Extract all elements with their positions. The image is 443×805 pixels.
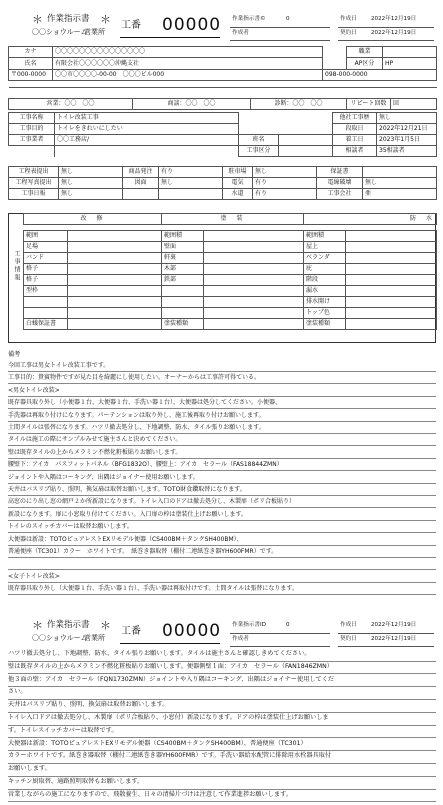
job-label: 職業 <box>347 47 383 58</box>
office-name: 〇〇ショウルーム <box>32 28 88 36</box>
memo-line: <男女トイレ改装> <box>8 385 436 397</box>
header-rule <box>230 39 330 41</box>
staff-table <box>8 98 437 110</box>
contract-label: 契約日 <box>340 30 357 36</box>
memo-line: ジョイントや入隅はコーキング、出隅はジョイナー使用お願いします。 <box>8 472 436 484</box>
koban-number: 00000 <box>162 621 222 641</box>
name-label: 氏名 <box>9 58 53 70</box>
customer-table <box>8 46 437 88</box>
ap-value: HP <box>383 58 437 70</box>
kaishu-item: 白蟻保証書 <box>24 319 68 330</box>
bousui-item: 塗装種類 <box>304 319 346 330</box>
header-rule <box>338 632 434 634</box>
memo-line: 今回工事は男女トイレ改装工事です。 <box>8 360 436 372</box>
memo-line: 腰壁下：アイカ パスフィットパネル（BFG1832O）、腰壁上：アイカ セラール（FAS18844ZMN） <box>8 459 436 471</box>
memo-line: 天井はバスリブ貼り、照明、換気扇は取替お願いします。TOTO財食鑽取替になります。 <box>8 484 436 496</box>
cond-value: 無し <box>59 189 123 200</box>
tosou-item <box>162 286 204 297</box>
cond-label: 工程表提出 <box>9 167 59 178</box>
negotiator: 商談：〇〇 〇〇 <box>133 99 251 110</box>
contract-date: 2022年12月19日 <box>371 30 417 36</box>
office-name: 〇〇ショウルーム <box>32 634 88 642</box>
header-rule <box>230 645 330 647</box>
office-suffix: 営業所 <box>84 28 105 36</box>
job-value <box>383 47 437 58</box>
cond-value <box>159 189 223 200</box>
kaishu-item <box>24 297 68 308</box>
created-label: 作成日 <box>340 16 357 22</box>
other-history: 無し <box>377 113 437 124</box>
memo2-line: ハツリ撤去処分し、下地調整、防水、タイル張りお願いします。タイルは施主さんと確認しきめてください。 <box>8 648 436 662</box>
bousui-item: 排水開け <box>304 297 346 308</box>
memo2-line: 他３面の壁：アイカ セラール（FQN1730ZMN）ジョイントや入り隅はコーキング、出隅はジョイナー使用してくだ <box>8 674 436 688</box>
contractor: 〇〇工務店/ <box>55 135 239 146</box>
memo2-line: 天井はバスリブ貼り、照明、換気扇は取替お願いします。 <box>8 699 436 713</box>
document-title: 作業指示書 <box>47 620 90 630</box>
memo-line: トイレのスイッチカバーは取替お願いします。 <box>8 521 436 533</box>
memo-line: 新設になります。扉に小窓取り付けてください。入口扉の枠は塗装仕上げお願いします。 <box>8 509 436 521</box>
created-label: 作成日 <box>340 622 357 628</box>
memo-line: 壁は既存タイルの上からメラミン不燃化粧板貼りお願いします。 <box>8 447 436 459</box>
other-history-label: 他社工事歴 <box>333 113 377 124</box>
tosou-item: 塗装種類 <box>162 319 204 330</box>
memo2-line: 営業しながらの施工になりますので、飛散養生、日々の清掃片づけは注意して作業進捗お願いします。 <box>8 789 436 803</box>
koban-label: 工番 <box>121 626 141 637</box>
cond-label: 水道 <box>223 189 253 200</box>
dandori-label: 段取日 <box>333 124 377 135</box>
star-mark: ＊ <box>100 619 111 632</box>
zip-code: 〒000-0000 <box>9 70 53 81</box>
cond-label: 電気 <box>223 178 253 189</box>
col-header-tosou: 塗 装 <box>162 214 304 225</box>
memo-line: 大便器は新設：TOTOピュアレストEXリモデル便器（CS400BM＋タンクSH400BM）、 <box>8 534 436 546</box>
tosou-item: 木部 <box>162 264 204 275</box>
creator-label: 作成者 <box>232 30 249 36</box>
cond-value: 無し <box>253 167 317 178</box>
created-date: 2022年12月19日 <box>371 16 417 22</box>
work-name-label: 工事名称 <box>9 113 55 124</box>
sales-rep: 営業：〇〇 〇〇 <box>9 99 133 110</box>
cond-value: 有り <box>253 189 317 200</box>
cond-label <box>123 189 159 200</box>
kaishu-item: 足場 <box>24 242 68 253</box>
cond-value: 無し <box>59 178 123 189</box>
office-suffix: 営業所 <box>84 634 105 642</box>
col-header-bousui: 防 水 <box>304 214 437 225</box>
phone: 098-000-0000 <box>323 70 383 81</box>
cond-value <box>363 167 437 178</box>
memo2-line: す。トイレスイッチカバーは取替です。 <box>8 725 436 739</box>
sheet-value: 0 <box>286 16 290 22</box>
bousui-item: 漏水 <box>304 286 346 297</box>
dandori-date: 2022年12月21日 <box>377 124 437 135</box>
memo-line: <女子トイレ改装> <box>8 571 436 583</box>
neighbor-value: 35相談者 <box>377 146 437 157</box>
bousui-item: 階段 <box>304 275 346 286</box>
cond-label: 商品発注 <box>123 167 159 178</box>
kaishu-item: 格子 <box>24 275 68 286</box>
memo2-line: カラーホワイトです。紙巻き器取替（棚付二連紙巻き器YH600FMR）です。手洗い器給水配管に排除用水栓器具取付 <box>8 750 436 764</box>
contract-date: 2022年12月19日 <box>371 636 417 642</box>
star-mark: ＊ <box>32 13 43 26</box>
col-header-kaishu: 改 修 <box>24 214 162 225</box>
created-date: 2022年12月19日 <box>371 622 417 628</box>
purpose-label: 工事目的 <box>9 124 55 135</box>
cond-value: 無し <box>159 178 223 189</box>
kana-value: 〇〇〇〇〇〇〇〇〇〇〇〇〇〇〇 <box>53 47 323 58</box>
contractor-label: 工事業者 <box>9 135 55 146</box>
cond-value: 無し <box>59 167 123 178</box>
memo-line: 手洗器は再取り付けになります。パーテンションは取り外し、施工後再取り付けお願いします。 <box>8 410 436 422</box>
memo-line: タイルは施工の際にサンプルみせて施主さんと決めてください。 <box>8 434 436 446</box>
repeat-value: 回 <box>391 99 437 110</box>
memo2-line: トイレ入口ドアは撤去処分し、木製扉（ポリ合板貼り、小窓付）新設になります。ドアの枠は塗装仕上げお願いしま <box>8 712 436 726</box>
cond-value: 有り <box>159 167 223 178</box>
memo-line: 既存器具取り外し（小便器１台、大便器１台、手洗い器１台）、大便器は処分してください。小便器、 <box>8 397 436 409</box>
conditions-table <box>8 166 437 200</box>
start-label: 着工日 <box>333 135 377 146</box>
tosou-item: 壁面 <box>162 242 204 253</box>
bousui-item: トップ色 <box>304 308 346 319</box>
header-rule <box>338 645 434 647</box>
sheet-label: 作業指示書ID <box>232 622 266 628</box>
memo2-line: お願いします。 <box>8 763 436 777</box>
name-value: 有限会社〇〇〇〇〇〇沖縄支社 <box>53 58 323 70</box>
cond-label: 工事日報 <box>9 189 59 200</box>
start-date: 2023年1月5日 <box>377 135 437 146</box>
sheet-value: 0 <box>286 622 290 628</box>
memo2-line: 壁は既存タイルの上からメラミン不燃化粧板貼りお願いします。便器側壁１面：アイカ セラール（FAN1846ZMN） <box>8 661 436 675</box>
memo-line <box>8 558 436 570</box>
kaishu-item: バンド <box>24 253 68 264</box>
diagnostician: 診断：〇〇 〇〇 <box>251 99 347 110</box>
memo2-line: さい。 <box>8 686 436 700</box>
kaishu-item: 型枠 <box>24 286 68 297</box>
koban-box <box>120 621 220 644</box>
creator-label: 作成者 <box>232 636 249 642</box>
purpose: トイレをきれいにしたい <box>55 124 239 135</box>
star-mark: ＊ <box>100 13 111 26</box>
cond-value: 有り <box>253 178 317 189</box>
kana-label: カナ <box>9 47 53 58</box>
category-label: 工事区分 <box>239 146 279 157</box>
header-rule <box>230 26 330 28</box>
job-table <box>8 112 437 157</box>
contract-label: 契約日 <box>340 636 357 642</box>
tosou-item: 軒裏 <box>162 253 204 264</box>
header-rule <box>230 632 330 634</box>
bousui-item: ベランダ <box>304 253 346 264</box>
memo2-line: 大便器は新設：TOTOピュアレストEXリモデル便器（CS400BM＋タンクSH400BM）、普通便座（TC301） <box>8 738 436 752</box>
work-name: トイレ改装工事 <box>55 113 239 124</box>
cond-label: 図面 <box>123 178 159 189</box>
koban-number: 00000 <box>162 15 222 35</box>
memo-line: 高窓のにり出し窓の網戸２か所新設になります。トイレ入口のドアは撤去処分し、木製扉（ポリ合板貼り） <box>8 496 436 508</box>
tosou-item <box>162 297 204 308</box>
cond-value: 無し <box>363 178 437 189</box>
koban-box <box>120 15 220 38</box>
bousui-item: 庇 <box>304 264 346 275</box>
sheet-label: 作業指示書© <box>232 16 266 22</box>
team <box>279 135 333 146</box>
cond-label: 工程写真提出 <box>9 178 59 189</box>
star-mark: ＊ <box>32 619 43 632</box>
address: 〇〇市〇〇〇〇-00-00 〇〇〇ビル000 <box>53 70 323 81</box>
memo-line: 普通便座（TC301）カラー ホワイトです。 紙巻き器取替（棚付二連紙巻き器YH600FMR）です。 <box>8 546 436 558</box>
category <box>279 146 333 157</box>
kaishu-item: 格子 <box>24 264 68 275</box>
scope-table <box>23 213 437 330</box>
document-title: 作業指示書 <box>47 14 90 24</box>
cond-label: 保証書 <box>317 167 363 178</box>
kaishu-item: 範囲 <box>24 231 68 242</box>
tosou-item: 範囲積 <box>162 231 204 242</box>
neighbor-label: 相談者 <box>333 146 377 157</box>
cond-label: 駐車場 <box>223 167 253 178</box>
memo2-line: キッチン厨取替、通路照明取替もお願いします。 <box>8 776 436 790</box>
memo-label: 備考 <box>8 351 21 358</box>
bousui-item: 範囲積 <box>304 231 346 242</box>
cond-label: 電線破壊 <box>317 178 363 189</box>
scope-side-label: 工事情報 <box>13 250 20 282</box>
header-rule <box>338 26 434 28</box>
memo-line: 工事目的：貴賓物件ですが見た目を綺麗にし使用したい。オーナーからは工事許可得ている。 <box>8 372 436 384</box>
cond-value: 亜 <box>363 189 437 200</box>
bousui-item: 屋上 <box>304 242 346 253</box>
repeat-label: リピート回数 <box>347 99 391 110</box>
koban-label: 工番 <box>121 20 141 31</box>
header-rule <box>338 39 434 41</box>
team-label: 班名 <box>239 135 279 146</box>
tosou-item: 鉄部 <box>162 275 204 286</box>
ap-label: AP区分 <box>347 58 383 70</box>
cond-label: 工事会社 <box>317 189 363 200</box>
memo-line: 既存器具取り外し（大便器１台、手洗い器１台）、手洗い器は再取付けです。土間タイルは張替になります。 <box>8 583 436 595</box>
memo-line: 土間タイルは張替になります。ハツリ撤去処分し、下地調整、防水、タイル張りお願いします。 <box>8 422 436 434</box>
